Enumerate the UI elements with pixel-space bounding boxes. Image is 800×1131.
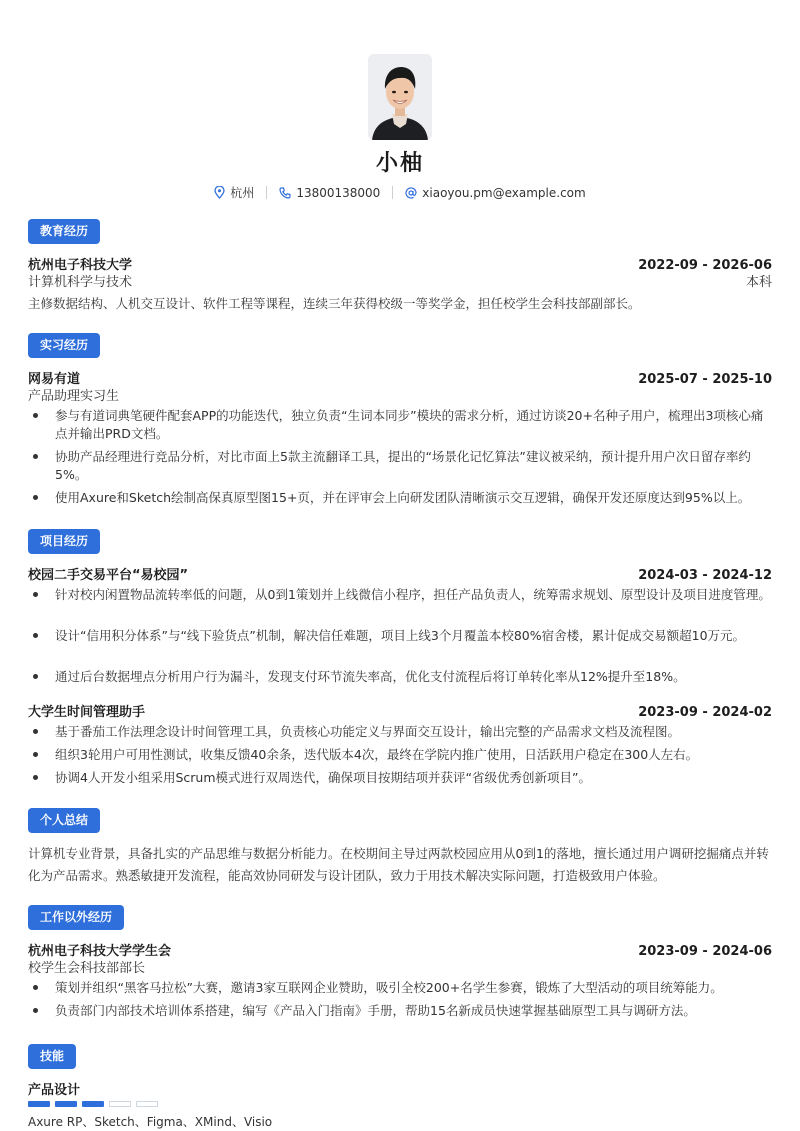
section-tag-education: 教育经历 <box>28 219 100 244</box>
profile-photo-icon <box>368 54 432 140</box>
list-item: 协调4人开发小组采用Scrum模式进行双周迭代，确保项目按期结项并获评“省级优秀创新项目”。 <box>55 769 773 787</box>
project-period: 2024-03 - 2024-12 <box>638 568 772 583</box>
phone-icon <box>279 187 291 199</box>
project-name: 校园二手交易平台“易校园” <box>28 568 189 583</box>
education-description: 主修数据结构、人机交互设计、软件工程等课程，连续三年获得校级一等奖学金，担任校学生会科技部副部长。 <box>28 296 641 311</box>
extracurricular-role: 校学生会科技部部长 <box>28 961 146 976</box>
summary-text: 计算机专业背景，具备扎实的产品思维与数据分析能力。在校期间主导过两款校园应用从0到1的落地，擅长通过用户调研挖掘痛点并转化为产品需求。熟悉敏捷开发流程，能高效协同研发与设计团队，致力于用技术解决实际问题，打造极致用户体验。 <box>28 846 769 883</box>
location-pin-icon <box>214 186 225 199</box>
education-period: 2022-09 - 2026-06 <box>638 258 772 273</box>
extracurricular-subheader <box>28 957 772 976</box>
list-item: 策划并组织“黑客马拉松”大赛，邀请3家互联网企业赞助，吸引全校200+名学生参赛，锻炼了大型活动的项目统筹能力。 <box>55 979 773 997</box>
list-item: 负责部门内部技术培训体系搭建，编写《产品入门指南》手册，帮助15名新成员快速掌握基础原型工具与调研方法。 <box>55 1002 773 1020</box>
email-text[interactable]: xiaoyou.pm@example.com <box>422 185 586 200</box>
education-subheader <box>28 271 772 290</box>
list-item: 通过后台数据埋点分析用户行为漏斗，发现支付环节流失率高，优化支付流程后将订单转化率从12%提升至18%。 <box>55 668 773 686</box>
degree: 本科 <box>745 275 772 290</box>
phone-text: 13800138000 <box>296 185 381 200</box>
internship-role: 产品助理实习生 <box>28 389 120 404</box>
section-tag-skills: 技能 <box>28 1044 76 1069</box>
skill-level-segment-filled <box>82 1101 104 1107</box>
city-text: 杭州 <box>230 186 255 200</box>
skill-level-segment-empty <box>136 1101 158 1107</box>
skill-name: 产品设计 <box>28 1083 81 1098</box>
section-tag-summary: 个人总结 <box>28 808 100 833</box>
skill-level-segment-empty <box>109 1101 131 1107</box>
project-period: 2023-09 - 2024-02 <box>638 705 772 720</box>
contact-phone <box>267 186 392 200</box>
list-item: 使用Axure和Sketch绘制高保真原型图15+页，并在评审会上向研发团队清晰演示交互逻辑，确保开发还原度达到95%以上。 <box>55 489 773 507</box>
internship-subheader <box>28 385 772 404</box>
contact-city <box>202 184 266 201</box>
skill-level-segment-filled <box>55 1101 77 1107</box>
list-item: 组织3轮用户可用性测试，收集反馈40余条，迭代版本4次，最终在学院内推广使用，日活跃用户稳定在300人左右。 <box>55 746 773 764</box>
contact-email[interactable] <box>393 186 597 200</box>
section-tag-internship: 实习经历 <box>28 333 100 358</box>
extracurricular-period: 2023-09 - 2024-06 <box>638 944 772 959</box>
project-name: 大学生时间管理助手 <box>28 705 146 720</box>
list-item: 协助产品经理进行竞品分析，对比市面上5款主流翻译工具，提出的“场景化记忆算法”建议被采纳，预计提升用户次日留存率约5%。 <box>55 448 773 484</box>
candidate-name: 小柚 <box>375 151 424 176</box>
avatar <box>368 54 432 140</box>
email-icon <box>405 187 417 199</box>
list-item: 参与有道词典笔硬件配套APP的功能迭代，独立负责“生词本同步”模块的需求分析，通过访谈20+名种子用户，梳理出3项核心痛点并输出PRD文档。 <box>55 407 773 443</box>
company-name: 网易有道 <box>28 372 81 387</box>
skill-level-segment-filled <box>28 1101 50 1107</box>
internship-period: 2025-07 - 2025-10 <box>638 372 772 387</box>
skill-tools: Axure RP、Sketch、Figma、XMind、Visio <box>28 1115 273 1129</box>
major: 计算机科学与技术 <box>28 275 133 290</box>
list-item: 设计“信用积分体系”与“线下验货点”机制，解决信任难题，项目上线3个月覆盖本校80%宿舍楼，累计促成交易额超10万元。 <box>55 627 773 645</box>
contact-info <box>0 184 800 201</box>
section-tag-extracurricular: 工作以外经历 <box>28 905 124 930</box>
project-header <box>28 564 772 583</box>
project-header <box>28 701 772 720</box>
list-item: 针对校内闲置物品流转率低的问题，从0到1策划并上线微信小程序，担任产品负责人，统筹需求规划、原型设计及项目进度管理。 <box>55 586 773 604</box>
skill-level-bar <box>28 1101 158 1107</box>
section-tag-projects: 项目经历 <box>28 529 100 554</box>
school-name: 杭州电子科技大学 <box>28 258 133 273</box>
org-name: 杭州电子科技大学学生会 <box>28 944 172 959</box>
skill-header <box>28 1079 772 1098</box>
list-item: 基于番茄工作法理念设计时间管理工具，负责核心功能定义与界面交互设计，输出完整的产品需求文档及流程图。 <box>55 723 773 741</box>
